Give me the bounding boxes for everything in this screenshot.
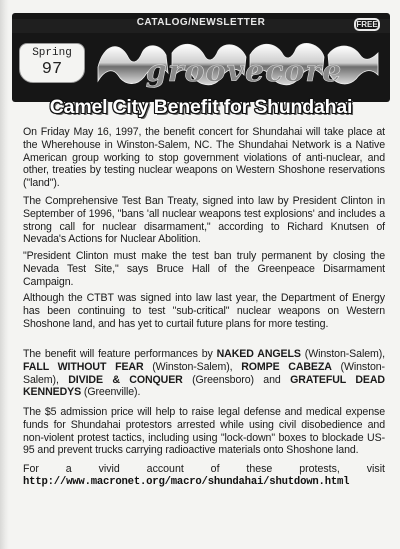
band-location: (Winston-Salem),: [143, 360, 242, 373]
closing-line: [23, 463, 385, 476]
issue-season: Spring: [32, 47, 72, 59]
closing-word: a: [65, 463, 72, 475]
closing-word: For: [23, 463, 39, 475]
closing-word: visit: [366, 463, 385, 475]
band-rompe-cabeza: ROMPE CABEZA: [241, 360, 332, 373]
closing-paragraph: [23, 463, 385, 489]
closing-word: account: [146, 463, 184, 475]
masthead: [12, 13, 390, 102]
band-location: (Winston-Salem),: [23, 360, 385, 386]
groovecore-logo: [94, 33, 384, 97]
issue-box: [19, 43, 85, 83]
catalog-label: CATALOG/NEWSLETTER: [136, 17, 266, 28]
band-grateful-dead-kennedys: GRATEFUL DEAD KENNEDYS: [23, 373, 385, 399]
band-location: (Greenville).: [81, 386, 141, 399]
band-location: (Winston-Salem),: [300, 348, 385, 360]
band-naked-angels: NAKED ANGELS: [216, 348, 301, 360]
performers-intro: The benefit will feature performances by: [23, 348, 217, 360]
shundahai-link[interactable]: http://www.macronet.org/macro/shundahai/shutdown.html: [23, 475, 350, 488]
band-divide-and-conquer: DIVIDE & CONQUER: [68, 373, 183, 386]
band-fall-without-fear: FALL WITHOUT FEAR: [23, 360, 144, 373]
issue-year: 97: [41, 60, 63, 79]
paragraph-performers: [23, 348, 385, 399]
free-badge: FREE: [354, 18, 380, 31]
closing-word: of: [210, 463, 220, 475]
logo-text: groovecore: [145, 54, 343, 89]
paragraph-subcritical-testing: Although the CTBT was signed into law last year, the Department of Energy has been continuing to test "sub-critical" nuclear weapons on Western Shoshone land, and has yet to curtail future plans for more testing.: [23, 292, 385, 330]
paragraph-intro: On Friday May 16, 1997, the benefit concert for Shundahai will take place at the Wherehouse in Winston-Salem, NC. The Shundahai Network is a Native American group working to stop government violations of anti-nuclear, and other, treaties by testing nuclear weapons on Western Shoshone reservations ("land").: [23, 126, 385, 190]
closing-word: protests,: [299, 463, 340, 475]
paragraph-greenpeace-quote: "President Clinton must make the test ban truly permanent by closing the Nevada Test Site," says Bruce Hall of the Greenpeace Disarmament Campaign.: [23, 250, 385, 288]
article-headline: Camel City Benefit for Shundahai: [49, 96, 353, 118]
paragraph-test-ban-treaty: The Comprehensive Test Ban Treaty, signed into law by President Clinton in September of 1996, "bans 'all nuclear weapons test explosions' and includes a strong call for nuclear disarmament," according to Richard Knutsen of Nevada's Actions for Nuclear Abolition.: [23, 195, 385, 246]
closing-word: these: [246, 463, 273, 475]
page-edge: [0, 0, 9, 549]
band-location: (Greensboro) and: [182, 373, 291, 386]
paragraph-admission: The $5 admission price will help to raise legal defense and medical expense funds for Shundahai protestors arrested while using civil disobedience and non-violent protest tactics, including using "lock-down" boxes to blockade US-95 and prevent trucks carrying radioactive materials onto Shoshone land.: [23, 406, 385, 457]
closing-word: vivid: [98, 463, 120, 475]
